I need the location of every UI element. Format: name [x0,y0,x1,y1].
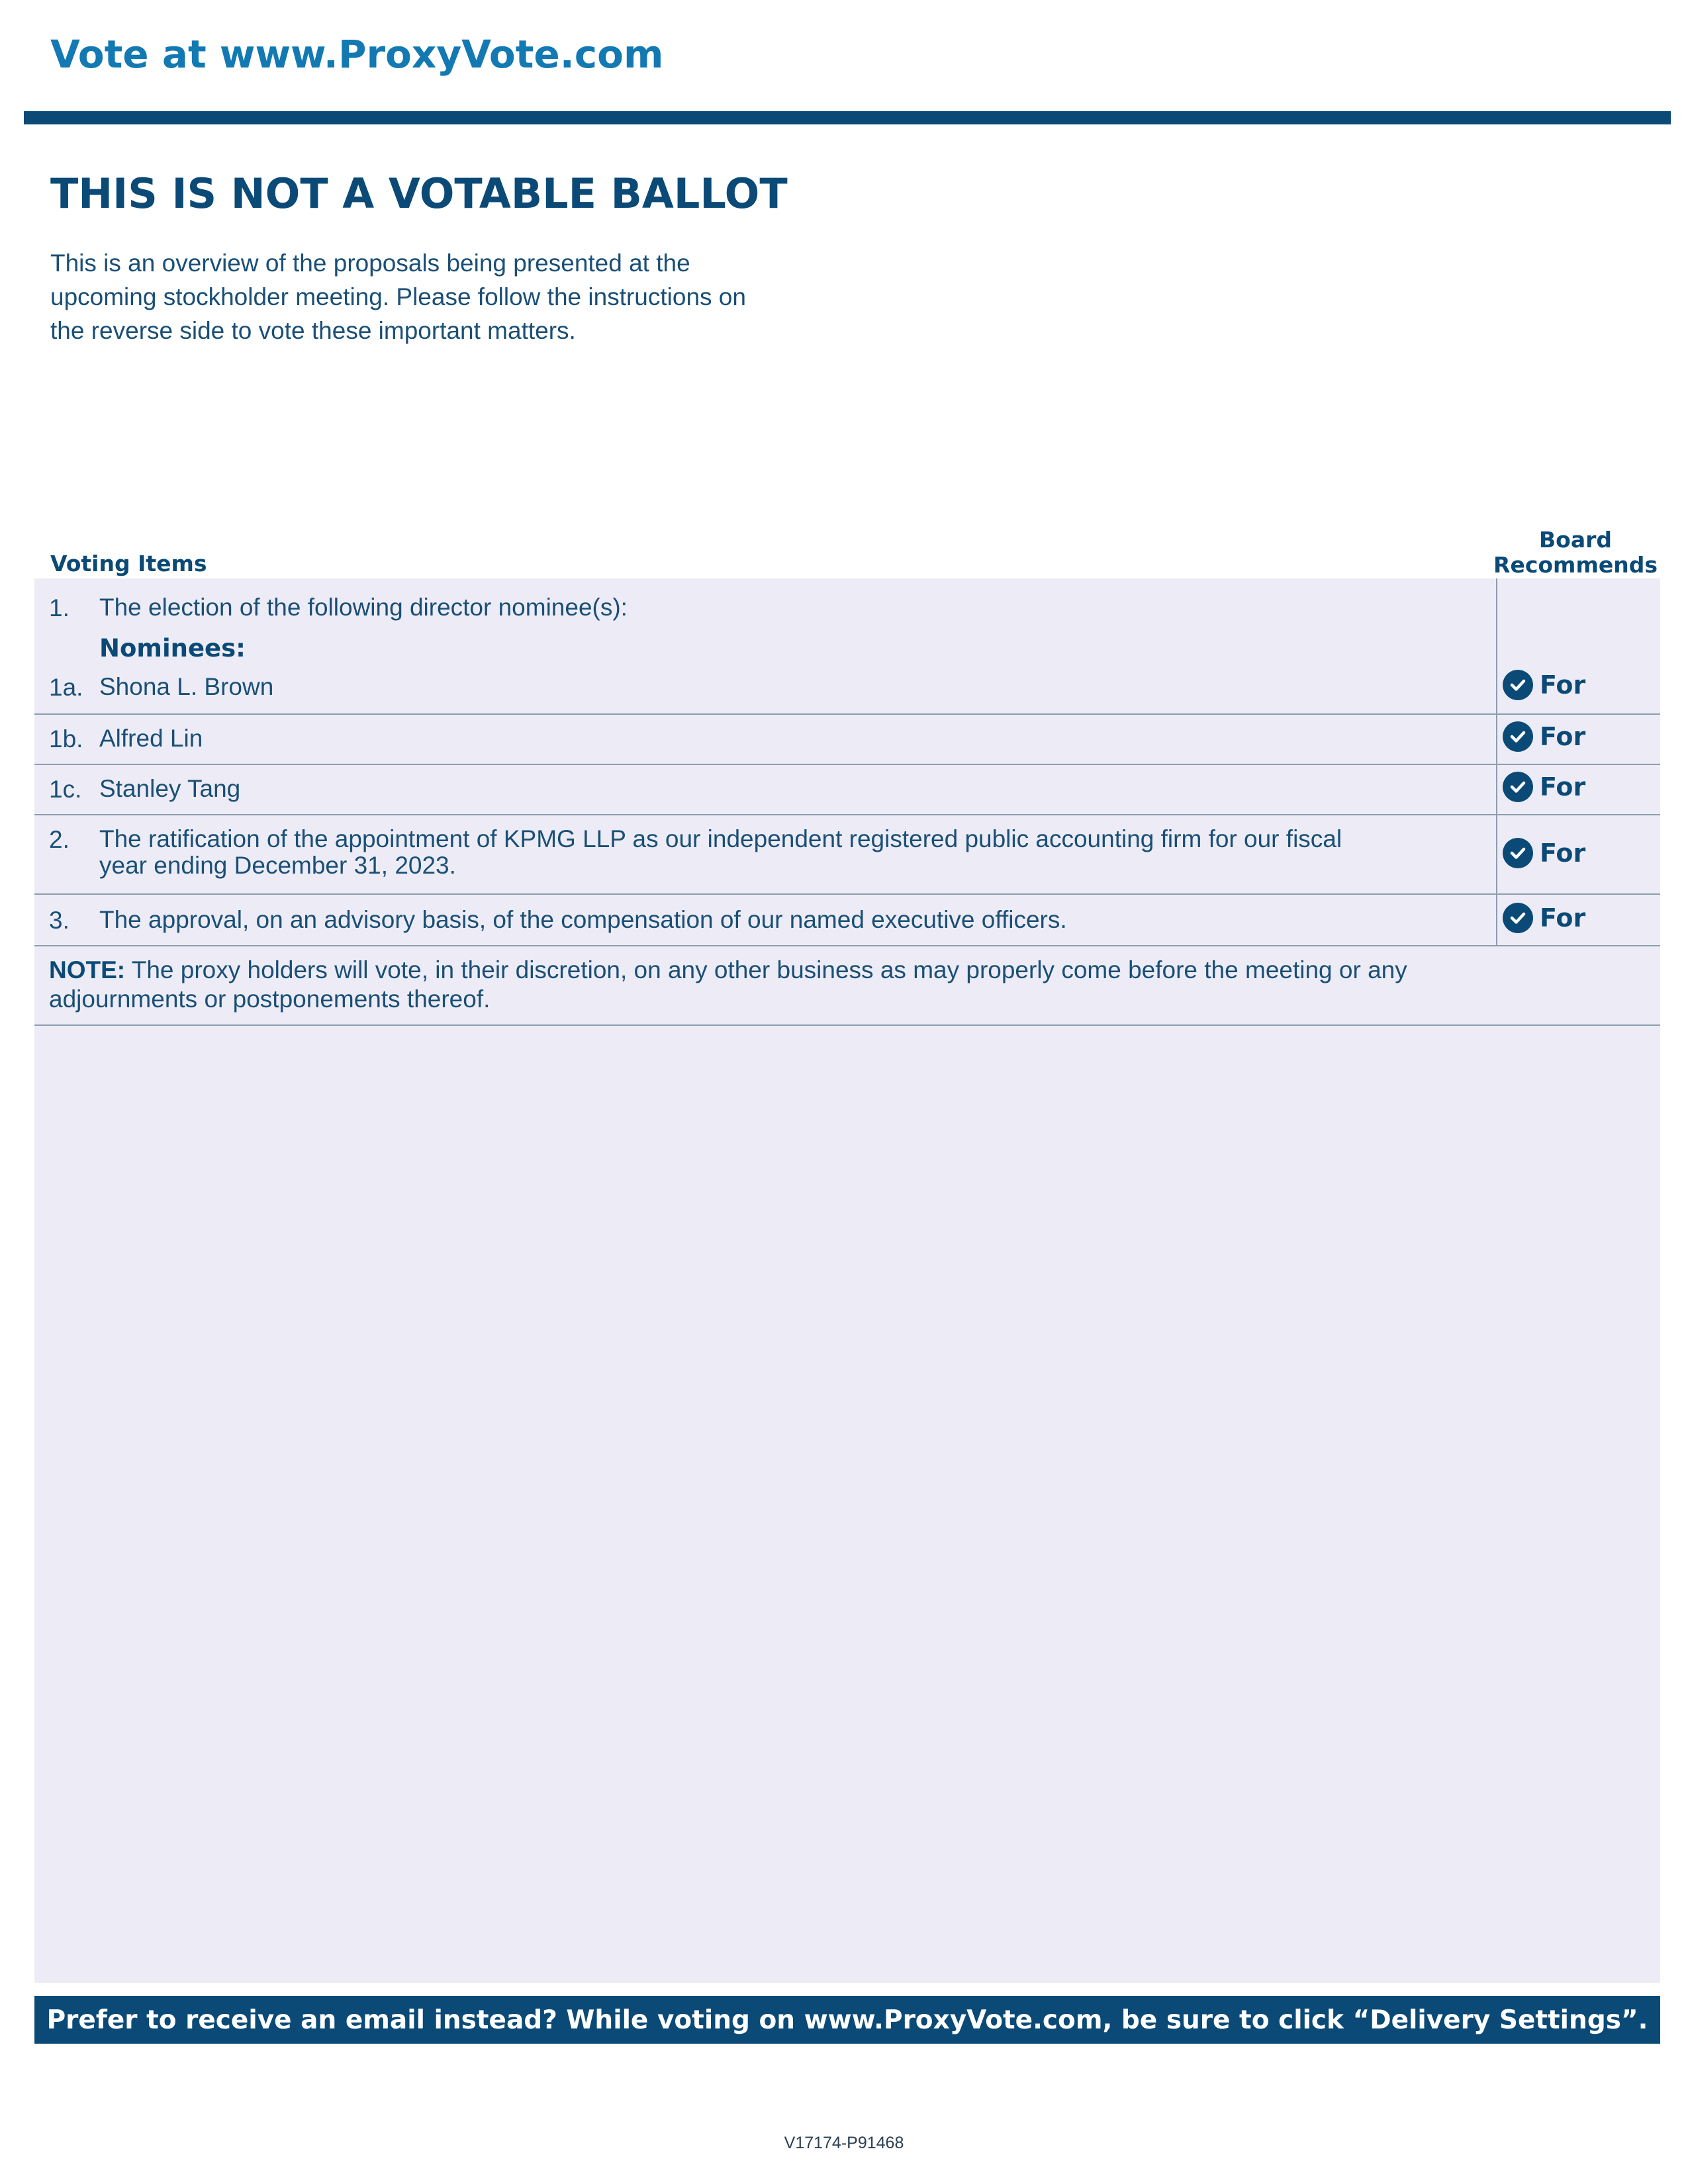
voting-item-3 [34,895,1660,946]
page-title: THIS IS NOT A VOTABLE BALLOT [50,169,788,218]
voting-item-1b [34,715,1660,765]
checkmark-icon [1503,903,1533,933]
board-recommendation [1503,721,1585,752]
delivery-settings-banner: Prefer to receive an email instead? While voting on www.ProxyVote.com, be sure to click “Delivery Settings”. [34,1996,1660,2044]
item-number: 1a. [49,674,83,701]
item-text: The approval, on an advisory basis, of the compensation of our named executive officers. [99,906,1067,933]
item-number: 2. [49,826,70,853]
recommendation-label: For [1540,722,1586,751]
board-recommends-line-2: Recommends [1493,552,1658,578]
intro-line-3: the reverse side to vote these important matters. [50,317,576,344]
board-recommends-header [1476,527,1675,578]
nominee-name: Alfred Lin [99,725,203,752]
intro-paragraph [50,246,845,347]
document-id: V17174-P91468 [784,2134,904,2152]
item-number: 1c. [49,776,82,803]
note-text [49,956,1532,1014]
note-row [34,946,1660,1026]
nominee-name: Stanley Tang [99,775,241,802]
item-number: 1. [49,594,70,621]
note-body: The proxy holders will vote, in their discretion, on any other business as may properly come before the meeting or any adjournments or postponements thereof. [49,956,1407,1013]
board-recommendation [1503,903,1585,933]
checkmark-icon [1503,670,1533,700]
header-url-title: Vote at www.ProxyVote.com [50,32,664,77]
intro-line-2: upcoming stockholder meeting. Please follow the instructions on [50,283,746,310]
item-text [99,826,1516,879]
recommendation-label: For [1540,772,1586,801]
item-number: 3. [49,907,70,934]
voting-item-1 [34,578,1660,715]
voting-item-1c [34,765,1660,815]
intro-line-1: This is an overview of the proposals being presented at the [50,250,690,277]
nominees-label: Nominees: [99,634,246,662]
board-recommendation [1503,772,1585,802]
checkmark-icon [1503,772,1533,802]
recommendation-label: For [1540,670,1586,700]
item-number: 1b. [49,725,83,752]
item-text-line-2: year ending December 31, 2023. [99,852,456,879]
checkmark-icon [1503,838,1533,868]
header-rule [24,111,1671,124]
voting-items-header: Voting Items [50,551,207,576]
recommendation-label: For [1540,903,1586,933]
item-text: The election of the following director nominee(s): [99,594,628,621]
note-label: NOTE: [49,956,126,983]
checkmark-icon [1503,721,1533,752]
board-recommendation [1503,670,1585,700]
nominee-name: Shona L. Brown [99,673,274,700]
recommendation-label: For [1540,839,1586,868]
voting-item-2 [34,815,1660,895]
board-recommends-line-1: Board [1539,527,1612,553]
item-text-line-1: The ratification of the appointment of KPMG LLP as our independent registered public accounting firm for our fiscal [99,825,1342,852]
board-recommendation [1503,838,1585,868]
